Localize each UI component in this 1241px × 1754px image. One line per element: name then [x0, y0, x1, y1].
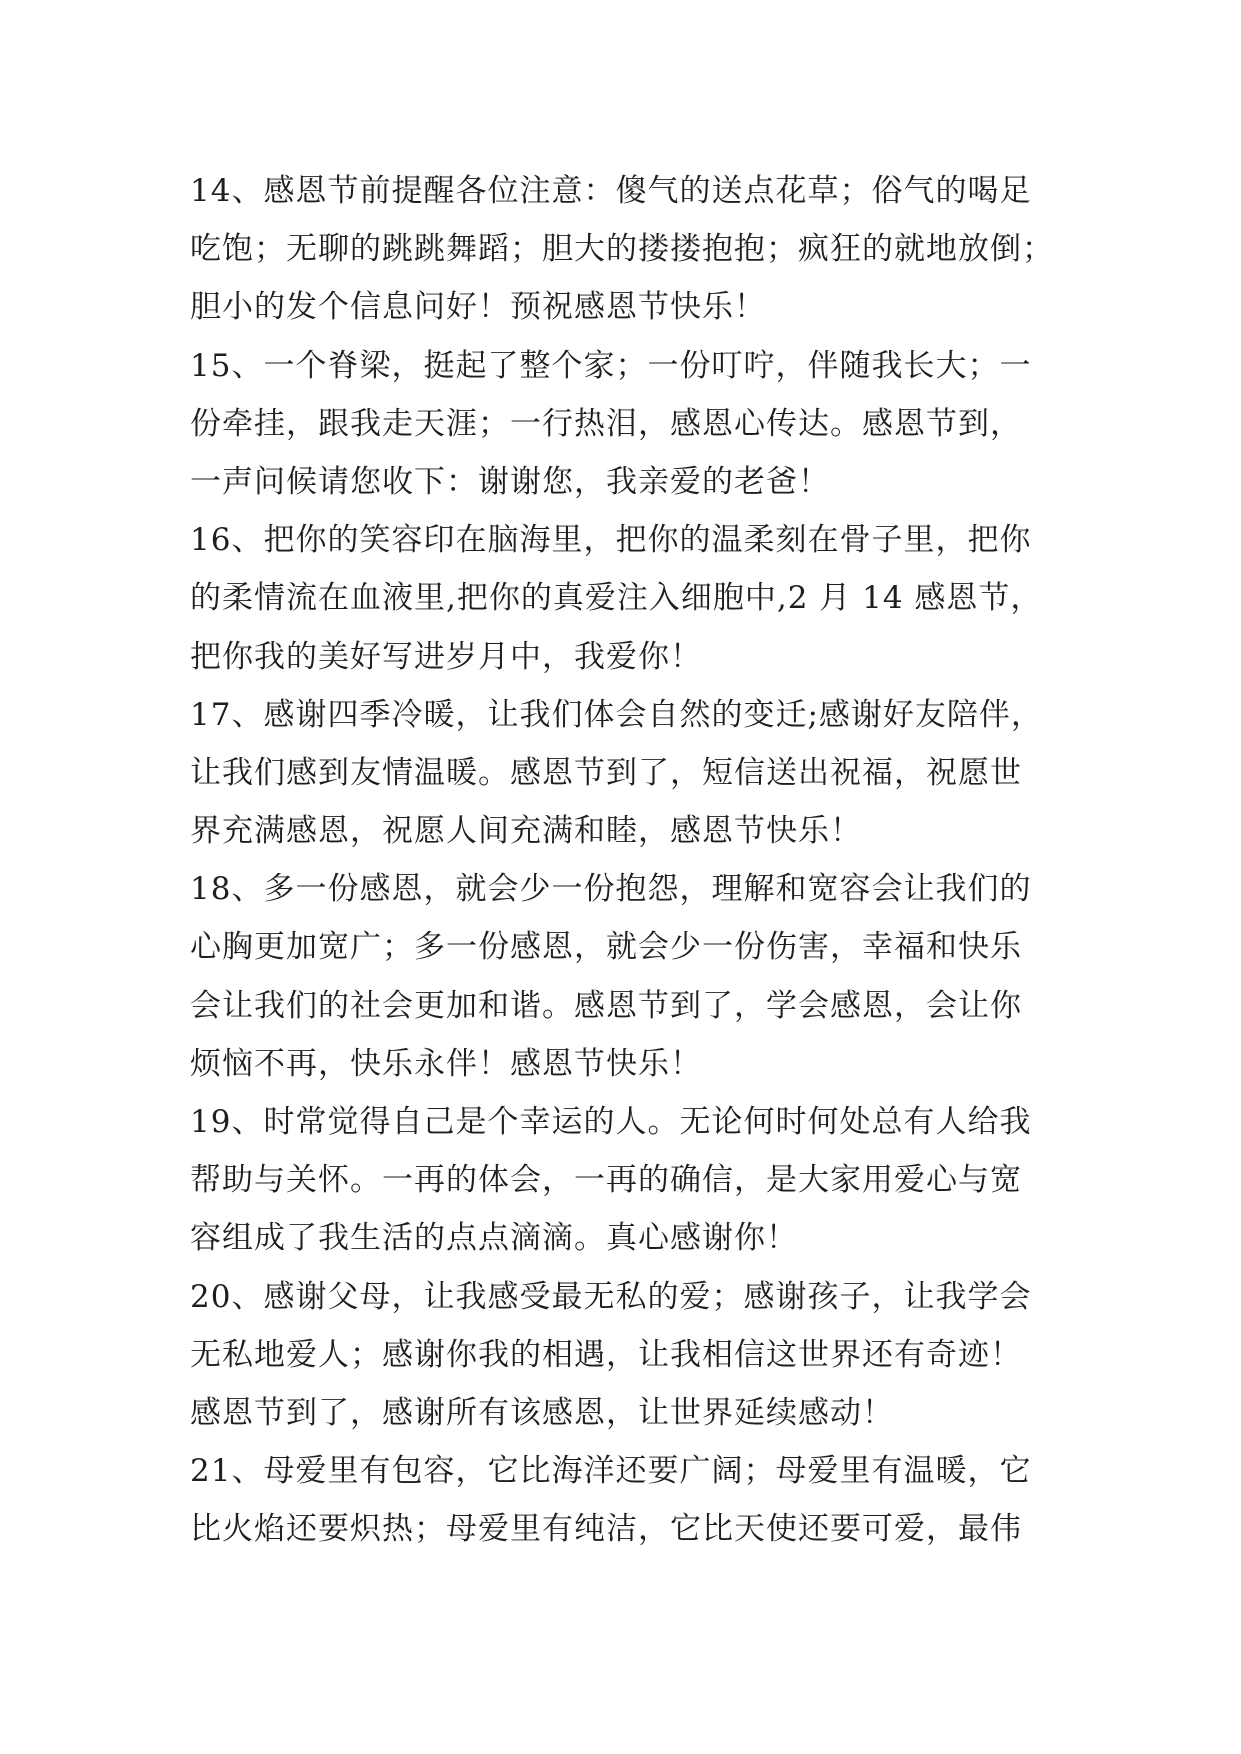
text-line: 心胸更加宽广；多一份感恩，就会少一份伤害，幸福和快乐	[190, 929, 1022, 966]
text-line: 会让我们的社会更加和谐。感恩节到了，学会感恩，会让你	[190, 987, 1022, 1024]
text-line: 20、感谢父母，让我感受最无私的爱；感谢孩子，让我学会	[190, 1278, 1032, 1315]
text-line: 16、把你的笑容印在脑海里，把你的温柔刻在骨子里，把你	[190, 522, 1032, 559]
text-line: 吃饱；无聊的跳跳舞蹈；胆大的搂搂抱抱；疯狂的就地放倒；	[190, 231, 1054, 268]
text-line: 无私地爱人；感谢你我的相遇，让我相信这世界还有奇迹！	[190, 1336, 1022, 1373]
text-line: 的柔情流在血液里,把你的真爱注入细胞中,2 月 14 感恩节，	[190, 580, 1043, 617]
text-line: 感恩节到了，感谢所有该感恩，让世界延续感动！	[190, 1394, 894, 1431]
text-line: 烦恼不再，快乐永伴！感恩节快乐！	[190, 1045, 702, 1082]
text-line: 把你我的美好写进岁月中，我爱你！	[190, 638, 702, 675]
text-line: 14、感恩节前提醒各位注意：傻气的送点花草；俗气的喝足	[190, 173, 1032, 209]
text-line: 21、母爱里有包容，它比海洋还要广阔；母爱里有温暖，它	[190, 1453, 1032, 1490]
text-line: 17、感谢四季冷暖，让我们体会自然的变迁;感谢好友陪伴，	[190, 696, 1043, 733]
text-line: 19、时常觉得自己是个幸运的人。无论何时何处总有人给我	[190, 1104, 1032, 1140]
text-line: 让我们感到友情温暖。感恩节到了，短信送出祝福，祝愿世	[190, 754, 1022, 791]
text-line: 界充满感恩，祝愿人间充满和睦，感恩节快乐！	[190, 813, 862, 850]
text-line: 18、多一份感恩，就会少一份抱怨，理解和宽容会让我们的	[190, 871, 1032, 908]
text-line: 帮助与关怀。一再的体会，一再的确信，是大家用爱心与宽	[190, 1162, 1022, 1199]
text-line: 胆小的发个信息问好！预祝感恩节快乐！	[190, 289, 766, 326]
text-line: 份牵挂，跟我走天涯；一行热泪，感恩心传达。感恩节到，	[190, 405, 1022, 442]
text-line: 比火焰还要炽热；母爱里有纯洁，它比天使还要可爱，最伟	[190, 1511, 1022, 1548]
text-line: 一声问候请您收下：谢谢您，我亲爱的老爸！	[190, 463, 830, 500]
document-body	[190, 162, 1090, 1559]
text-line: 容组成了我生活的点点滴滴。真心感谢你！	[190, 1220, 798, 1257]
text-line: 15、一个脊梁，挺起了整个家；一份叮咛，伴随我长大；一	[190, 347, 1032, 384]
